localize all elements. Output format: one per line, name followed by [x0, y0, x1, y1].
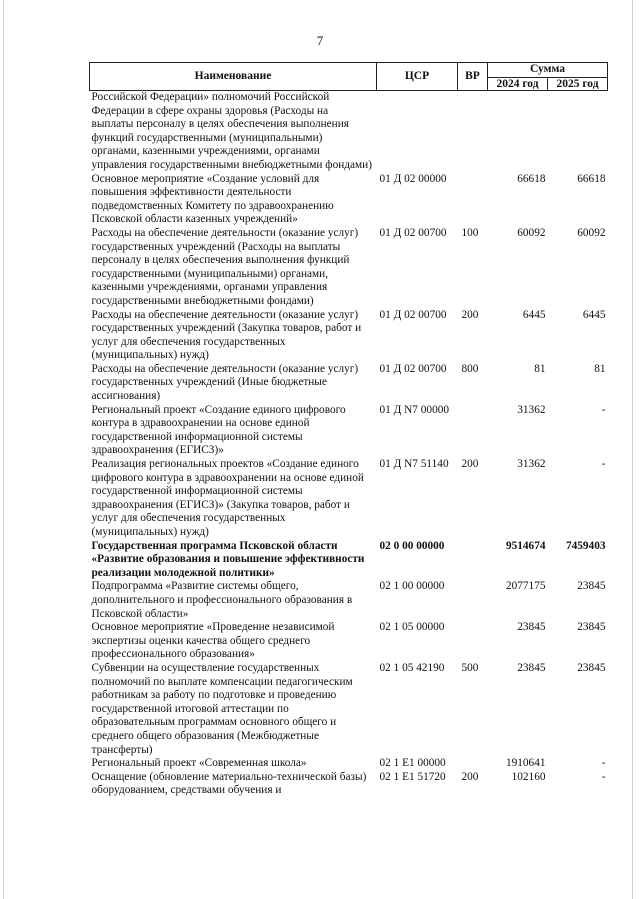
row-name: Расходы на обеспечение деятельности (оказание услуг) государственных учреждений (Расходы на выплаты персоналу в целях обеспечения выполнения функций государственными (муниципальными) органами, казенными учреждениями, органами управления государственными внебюджетными фондами) — [91, 226, 359, 307]
row-vr: 100 — [461, 226, 479, 239]
row-sum-2025: 66618 — [577, 172, 606, 185]
row-vr: 200 — [461, 458, 479, 471]
row-name: Российской Федерации» полномочий Российской Федерации в сфере охраны здоровья (Расходы на выплаты персоналу в целях обеспечения выполнения функций государственными (муниципальными) органами, казенными учреждениями, органами управления государственными внебюджетными фондами) — [91, 91, 372, 171]
table-row — [90, 662, 608, 757]
row-name: Региональный проект «Создание единого цифрового контура в здравоохранении на основе единой государственной информационной системы здравоохранения (ЕГИСЗ)» — [91, 403, 346, 457]
row-name: Подпрограмма «Развитие системы общего, дополнительного и профессионального образования в Псковской области» — [91, 580, 353, 620]
row-name: Региональный проект «Современная школа» — [91, 757, 307, 770]
row-sum-2024: 31362 — [517, 458, 546, 471]
row-sum-2024: 31362 — [517, 403, 546, 416]
row-csr: 02 1 E1 51720 — [379, 770, 446, 783]
row-csr — [377, 91, 458, 173]
budget-table — [89, 62, 608, 798]
table-row — [90, 621, 608, 662]
row-name: Реализация региональных проектов «Создание единого цифрового контура в здравоохранении на основе единой государственной информационной системы здравоохранения (ЕГИСЗ)» (Закупка товаров, работ и услуг для обеспечения государственных (муниципальных) нужд) — [91, 458, 364, 538]
scan-edge-left — [3, 0, 4, 899]
row-vr — [458, 540, 488, 581]
row-csr: 01 Д N7 51140 — [379, 458, 449, 471]
row-vr — [458, 91, 488, 173]
row-name: Основное мероприятие «Создание условий для повышения эффективности деятельности подведомственных Комитету по здравоохранению Псковской области казенных учреждений» — [91, 172, 334, 226]
row-sum-2024: 66618 — [517, 172, 546, 185]
table-row — [90, 173, 608, 227]
row-csr: 02 1 05 00000 — [379, 621, 445, 634]
row-sum-2024: 81 — [534, 362, 546, 375]
row-vr — [458, 173, 488, 227]
row-sum-2025: 60092 — [577, 226, 606, 239]
row-sum-2025: - — [601, 757, 606, 770]
row-csr: 01 Д 02 00700 — [379, 362, 447, 375]
row-csr: 02 1 E1 00000 — [379, 757, 446, 770]
row-csr: 01 Д N7 00000 — [379, 403, 450, 416]
header-year-2025: 2025 год — [548, 78, 608, 91]
table-row — [90, 309, 608, 363]
table-row — [90, 540, 608, 581]
row-sum-2024: 2077175 — [505, 580, 546, 593]
row-csr: 02 0 00 00000 — [379, 539, 445, 552]
row-sum-2025: 23845 — [577, 661, 606, 674]
row-csr: 01 Д 02 00000 — [379, 172, 447, 185]
row-name: Расходы на обеспечение деятельности (оказание услуг) государственных учреждений (Закупка товаров, работ и услуг для обеспечения государственных (муниципальных) нужд) — [91, 308, 362, 362]
row-sum-2024: 6445 — [522, 308, 546, 321]
header-name: Наименование — [90, 63, 377, 91]
row-sum-2025 — [548, 91, 608, 173]
row-vr: 800 — [461, 362, 479, 375]
row-csr: 01 Д 02 00700 — [379, 308, 447, 321]
row-csr: 01 Д 02 00700 — [379, 226, 447, 239]
table-row — [90, 227, 608, 309]
row-sum-2025: - — [601, 458, 606, 471]
table-row — [90, 91, 608, 173]
row-vr — [458, 580, 488, 621]
row-vr: 500 — [461, 661, 479, 674]
row-sum-2025: 23845 — [577, 580, 606, 593]
table-row — [90, 404, 608, 458]
row-vr: 200 — [461, 770, 479, 783]
row-vr — [458, 621, 488, 662]
row-sum-2025: - — [601, 770, 606, 783]
header-csr: ЦСР — [377, 63, 458, 91]
row-sum-2024 — [488, 91, 548, 173]
header-vr: ВР — [458, 63, 488, 91]
row-name: Субвенции на осуществление государственных полномочий по выплате компенсации педагогическим работникам за работу по подготовке и проведению государственной итоговой аттестации по образовательным программам основного общего и среднего общего образования (Межбюджетные трансферты) — [91, 661, 353, 756]
table-row — [90, 771, 608, 798]
row-name: Оснащение (обновление материально-технической базы) оборудованием, средствами обучения и — [91, 770, 367, 797]
table-row — [90, 363, 608, 404]
table-row — [90, 757, 608, 771]
row-sum-2024: 60092 — [517, 226, 546, 239]
row-name: Расходы на обеспечение деятельности (оказание услуг) государственных учреждений (Иные бюджетные ассигнования) — [91, 362, 359, 403]
table-row — [90, 580, 608, 621]
row-sum-2024: 23845 — [517, 621, 546, 634]
row-sum-2024: 102160 — [511, 770, 546, 783]
row-name: Основное мероприятие «Проведение независимой экспертизы оценки качества общего среднего профессионального образования» — [91, 621, 335, 661]
table-header — [90, 63, 608, 91]
row-vr — [458, 757, 488, 771]
table-body — [90, 91, 608, 798]
row-sum-2025: 23845 — [577, 621, 606, 634]
row-sum-2025: 81 — [594, 362, 606, 375]
row-sum-2025: 7459403 — [565, 539, 606, 552]
table-row — [90, 458, 608, 540]
row-sum-2025: 6445 — [582, 308, 606, 321]
row-csr: 02 1 05 42190 — [379, 661, 445, 674]
row-vr: 200 — [461, 308, 479, 321]
header-year-2024: 2024 год — [488, 78, 548, 91]
scan-edge-right — [632, 0, 633, 899]
row-sum-2024: 1910641 — [505, 757, 546, 770]
row-sum-2025: - — [601, 403, 606, 416]
row-sum-2024: 9514674 — [505, 539, 546, 552]
row-csr: 02 1 00 00000 — [379, 580, 445, 593]
row-sum-2024: 23845 — [517, 661, 546, 674]
row-name: Государственная программа Псковской области «Развитие образования и повышение эффективности реализации молодежной политики» — [91, 539, 365, 579]
page-number: 7 — [316, 33, 324, 48]
row-vr — [458, 404, 488, 458]
header-sum: Сумма — [488, 63, 608, 78]
